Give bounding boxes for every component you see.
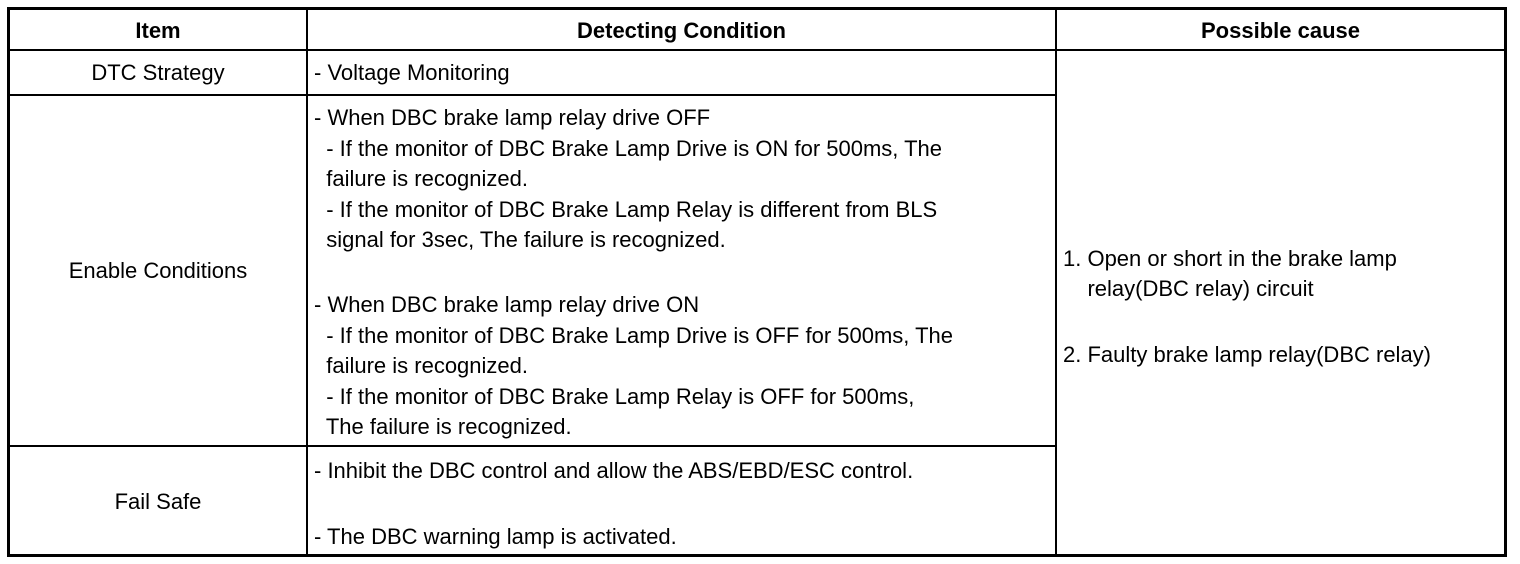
condition-line: - When DBC brake lamp relay drive OFF	[314, 105, 711, 130]
header-item: Item	[135, 17, 181, 43]
condition-warning-lamp: - The DBC warning lamp is activated.	[314, 524, 677, 549]
condition-line: - If the monitor of DBC Brake Lamp Relay is different from BLS	[314, 197, 938, 222]
cause-line: 2. Faulty brake lamp relay(DBC relay)	[1063, 342, 1432, 367]
condition-line: failure is recognized.	[314, 166, 528, 191]
column-divider-1	[306, 10, 308, 554]
condition-line: signal for 3sec, The failure is recognized.	[314, 227, 726, 252]
condition-line: - If the monitor of DBC Brake Lamp Relay is OFF for 500ms,	[314, 384, 915, 409]
condition-line: - When DBC brake lamp relay drive ON	[314, 292, 700, 317]
dtc-table	[7, 7, 1507, 557]
condition-line: failure is recognized.	[314, 353, 528, 378]
condition-line: - If the monitor of DBC Brake Lamp Drive is ON for 500ms, The	[314, 136, 943, 161]
item-fail-safe: Fail Safe	[114, 489, 202, 514]
item-dtc-strategy: DTC Strategy	[91, 59, 225, 85]
header-detecting-condition: Detecting Condition	[577, 17, 786, 43]
condition-line: - If the monitor of DBC Brake Lamp Drive is OFF for 500ms, The	[314, 323, 954, 348]
condition-voltage-monitoring: - Voltage Monitoring	[314, 60, 510, 85]
cause-line: relay(DBC relay) circuit	[1063, 276, 1314, 301]
column-divider-2	[1055, 10, 1057, 554]
condition-line: The failure is recognized.	[314, 414, 572, 439]
item-enable-conditions: Enable Conditions	[68, 257, 248, 283]
header-possible-cause: Possible cause	[1201, 17, 1360, 43]
cause-line: 1. Open or short in the brake lamp	[1063, 246, 1397, 271]
condition-inhibit-dbc: - Inhibit the DBC control and allow the ABS/EBD/ESC control.	[314, 458, 914, 483]
